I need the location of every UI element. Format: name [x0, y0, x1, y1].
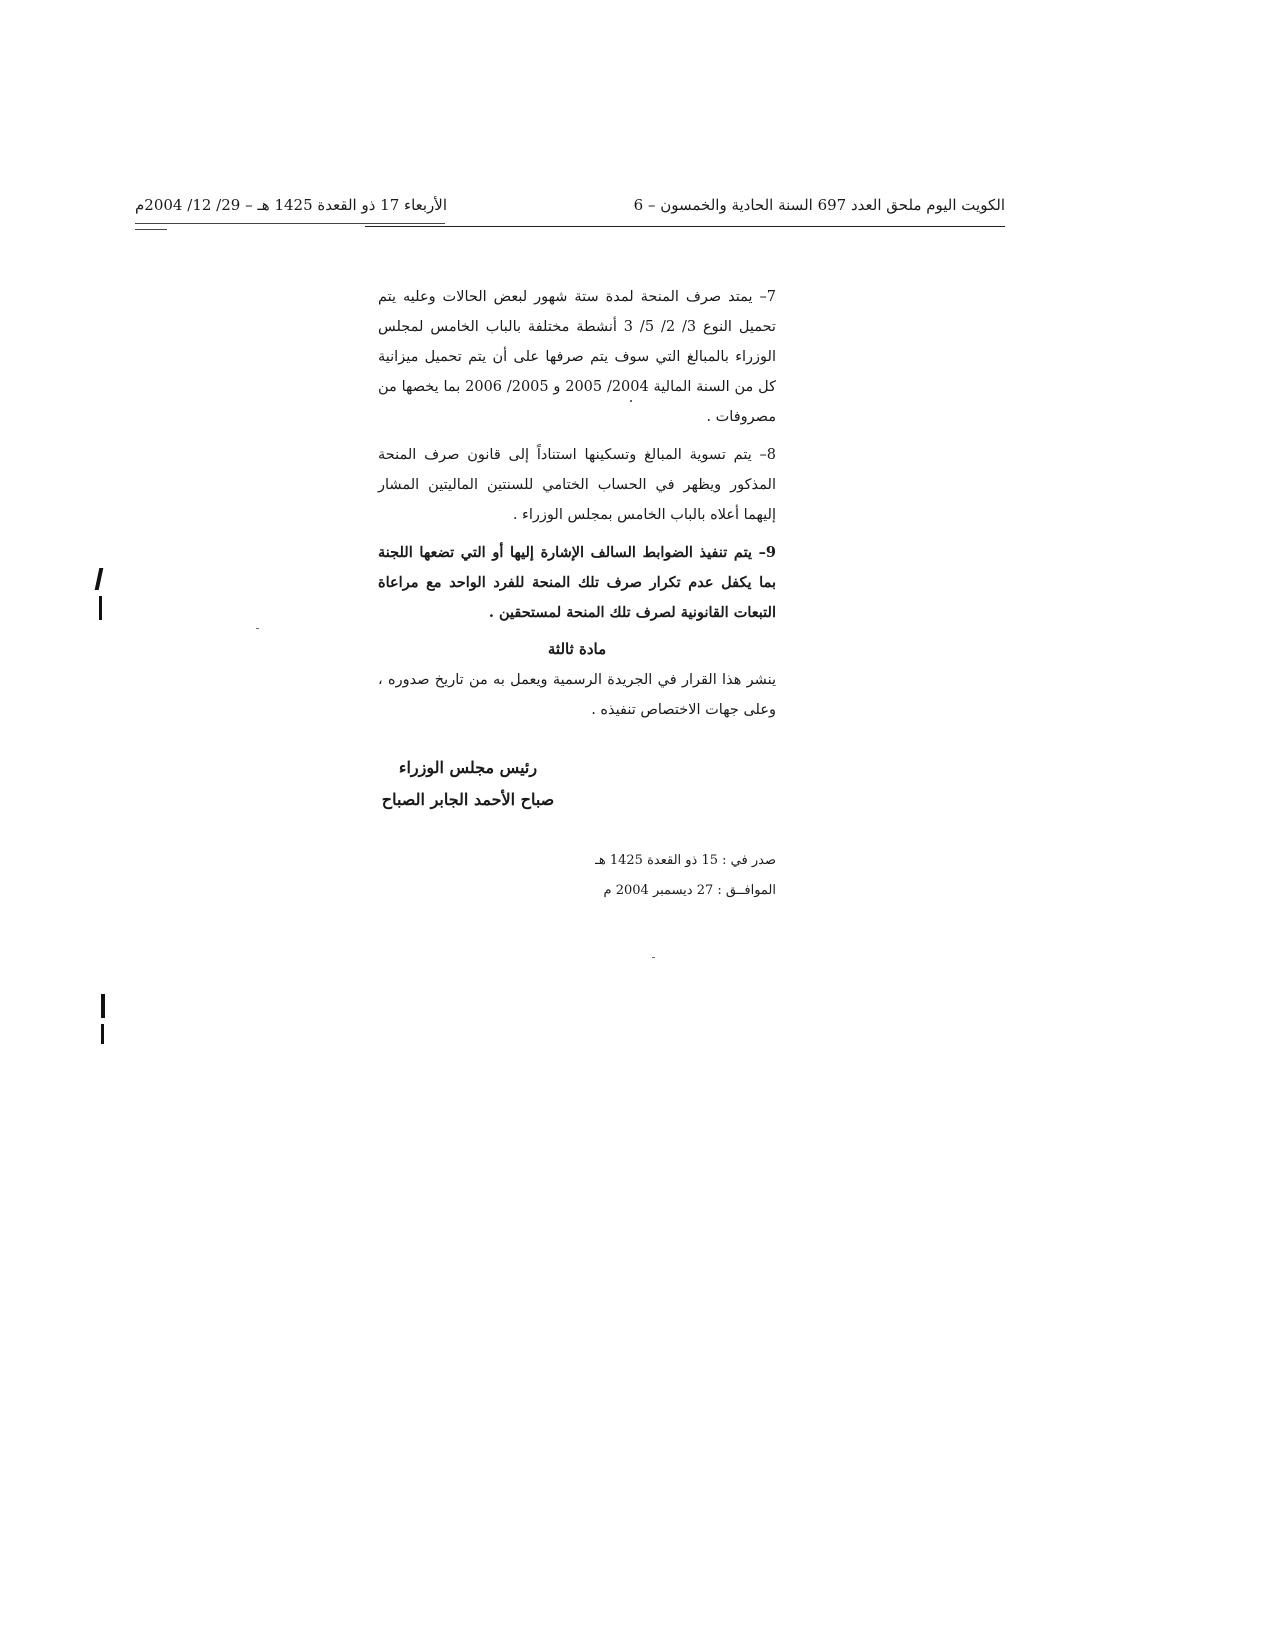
- issue-date-gregorian: الموافــق : 27 ديسمبر 2004 م: [603, 883, 776, 898]
- scan-speck-1: [256, 628, 259, 629]
- article-body: ينشر هذا القرار في الجريدة الرسمية ويعمل به من تاريخ صدوره ، وعلى جهات الاختصاص تنفيذه .: [378, 672, 776, 718]
- signature-block: [378, 752, 558, 816]
- scan-speck-2: [652, 957, 655, 958]
- header-rule: [365, 226, 1005, 227]
- scan-mark-upper-2: [99, 596, 102, 620]
- clause-8: 8– يتم تسوية المبالغ وتسكينها استناداً إلى قانون صرف المنحة المذكور ويظهر في الحساب الختامي للسنتين الماليتين المشار إليهما أعلاه بالباب الخامس بمجلس الوزراء .: [378, 447, 776, 523]
- scan-mark-lower-2: [101, 1024, 104, 1044]
- clause-7: 7– يمتد صرف المنحة لمدة ستة شهور لبعض الحالات وعليه يتم تحميل النوع 3/ 2/ 5/ 3 أنشطة مختلفة بالباب الخامس لمجلس الوزراء بالمبالغ التي سوف يتم صرفها على أن يتم تحميل ميزانية كل من السنة المالية 2004/ 2005 و 2005/ 2006 بما يخصها من مصروفات .: [378, 289, 776, 425]
- clauses: [378, 282, 776, 636]
- header-date-underline: [135, 223, 445, 224]
- issue-date-hijri: صدر في : 15 ذو القعدة 1425 هـ: [595, 853, 776, 868]
- signature-title: رئيس مجلس الوزراء: [398, 758, 538, 777]
- running-header: [135, 196, 1005, 226]
- header-rule-short: [135, 229, 167, 230]
- scan-mark-upper: [95, 568, 104, 590]
- clause-9: 9– يتم تنفيذ الضوابط السالف الإشارة إليها أو التي تضعها اللجنة بما يكفل عدم تكرار صرف تلك المنحة للفرد الواحد مع مراعاة التبعات القانونية لصرف تلك المنحة لمستحقين .: [378, 544, 776, 621]
- article-title: مادة ثالثة: [547, 640, 607, 658]
- scan-speck-3: [630, 400, 632, 402]
- header-publication-info: الكويت اليوم ملحق العدد 697 السنة الحادية والخمسون – 6: [633, 196, 1005, 214]
- scan-mark-lower: [101, 994, 105, 1018]
- header-date: الأربعاء 17 ذو القعدة 1425 هـ – 29/ 12/ 2004م: [135, 196, 448, 214]
- issue-date-block: [560, 846, 776, 906]
- signature-name: صباح الأحمد الجابر الصباح: [381, 790, 555, 809]
